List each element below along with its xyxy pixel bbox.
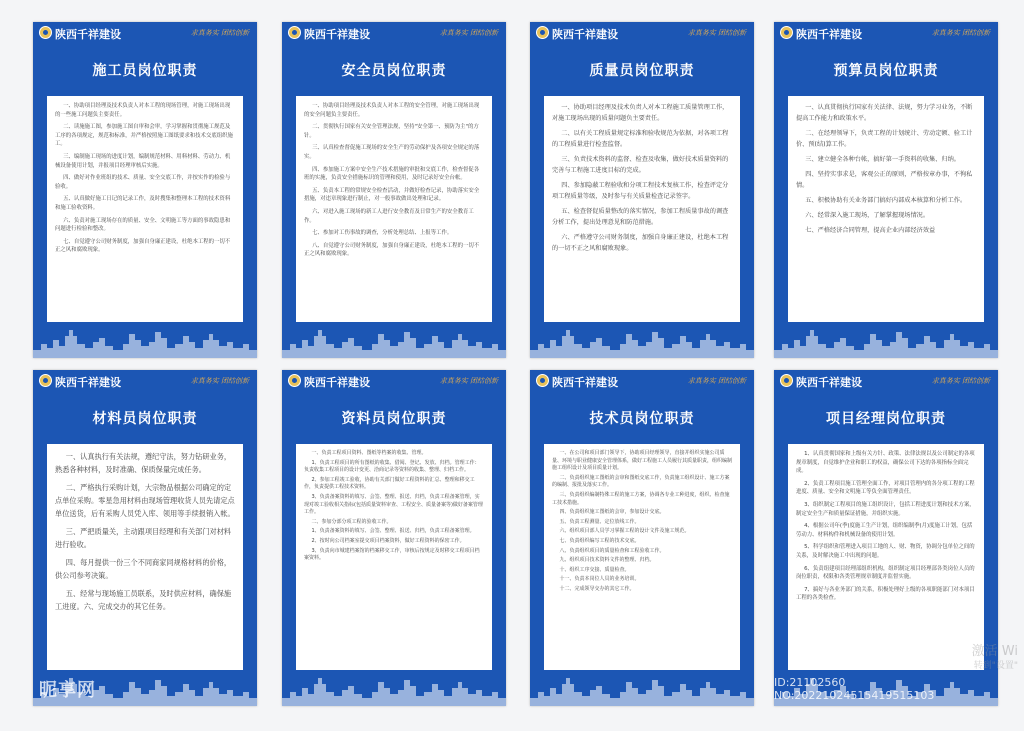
- company-slogan: 求真务实 团结创新: [931, 377, 990, 385]
- company-slogan: 求真务实 团结创新: [687, 377, 746, 385]
- board-title: 技术员岗位职责: [589, 411, 695, 427]
- duty-item: 三、负责组织编制特殊工程的施工方案，协调各专业工种进度，组织、检查施工技术措施。: [552, 491, 730, 506]
- board-header: [282, 22, 506, 44]
- duty-item: 6、负责组建项目经理部组织机构，组织制定项目经理部各类岗位人员的岗位职责，权限和各类管理规章制度并监督实施。: [796, 565, 975, 581]
- duty-item: 2、按时向公司档案室提交项目档案资料，做好工程资料的保密工作。: [311, 537, 465, 544]
- board-header: [33, 370, 257, 392]
- board-documents-officer: [282, 370, 506, 706]
- board-title: 项目经理岗位职责: [826, 411, 946, 427]
- duty-item: 六、对进入施工现场的新工人进行安全教育及日常生产的安全教育工作。: [304, 208, 474, 224]
- duty-item: 五、检查督促质量整改的落实情况，参加工程质量事故的调查分析工作，提出处理意见和防范措施。: [552, 208, 729, 226]
- duty-item: 六、严格遵守公司财务制度，加强自身廉正建设，杜绝本工程的一切不正之风和腐败现象。: [552, 234, 729, 252]
- duties-panel: [296, 444, 492, 670]
- duty-item: 三、建立健全各种台帐，搞好第一手资料的收集、归纳。: [805, 156, 960, 163]
- duty-item: 一、认真贯彻执行国家有关法律、法规，努力学习业务，不断提高工作能力和政策水平。: [796, 104, 973, 122]
- duty-item: 1、负责备案资料的填写、会签、整理、报送、归档，负责工程备案管理。: [311, 528, 475, 535]
- duty-item: 四、坚持实事求是，客观公正的原则，严格按章办事，不徇私情。: [796, 171, 973, 189]
- board-construction-worker: [33, 22, 257, 358]
- duty-item: 7、搞好与各业务部门的关系，积极处理好上级的各项职能部门对本项目工程的各类检查。: [796, 586, 975, 602]
- duty-item: 五、经常与现场施工员联系，及时供应材料，确保施工进度。六、完成交办的其它任务。: [55, 589, 232, 611]
- duty-item: 二、以有关工程质量规定标准和验收规范为依据，对各项工程的工程质量进行检查监督。: [552, 130, 729, 148]
- board-project-manager: [774, 370, 998, 706]
- duty-item: 5、科学组织和管理进入项目工地的人、财、物资，协调分包单位之间的关系，及时解决施工中出现的问题。: [796, 544, 975, 559]
- duty-item: 二、贯彻执行国家有关安全管理法规，坚持"安全第一、预防为主"的方针。: [304, 124, 479, 139]
- duty-item: 二、读施施工图，参加施工图自审和会审，学习掌握和贯彻施工规范及工序的各项规定，规范和标准，并严格按照施工图纸要求和技术交底组织施工。: [55, 124, 233, 148]
- duty-item: 三、负责技术资料的监督、检查及收集，做好技术质量资料的完善与工程施工进度目标的完成。: [552, 156, 729, 174]
- duty-item: 三、认真检查督促施工现场的安全生产的劳动保护及各项安全规定的落实。: [304, 145, 480, 160]
- board-header: [530, 370, 754, 392]
- city-skyline-icon: [282, 322, 506, 358]
- company-slogan: 求真务实 团结创新: [931, 29, 990, 37]
- company-name: 陕西千祥建设: [55, 28, 121, 41]
- city-skyline-icon: [774, 322, 998, 358]
- watermark-image-id: ID:21102560 NO:20221024515419515103: [774, 676, 935, 702]
- company-logo-icon: [780, 26, 793, 39]
- company-name: 陕西千祥建设: [796, 28, 862, 41]
- company-logo-icon: [39, 26, 52, 39]
- company-slogan: 求真务实 团结创新: [687, 29, 746, 37]
- duty-item: 九、组织项目技术资料文件的整理、归档。: [559, 557, 655, 564]
- duties-panel: [47, 444, 243, 670]
- board-title: 质量员岗位职责: [589, 63, 695, 79]
- company-slogan: 求真务实 团结创新: [190, 377, 249, 385]
- board-materials-officer: [33, 370, 257, 706]
- duties-panel: [544, 96, 740, 322]
- duty-item: 一、协助项目经理及技术负责人对本工程的安全管理，对施工现场出现的安全问题负主要责任。: [304, 103, 480, 118]
- os-activation-settings-hint: 转到"设置": [973, 661, 1018, 671]
- duty-item: 七、参加对工伤事故的调查，分析处理总结、上报等工作。: [312, 230, 453, 237]
- company-logo-icon: [536, 374, 549, 387]
- company-logo-icon: [780, 374, 793, 387]
- board-title: 安全员岗位职责: [341, 63, 447, 79]
- board-title: 施工员岗位职责: [92, 63, 198, 79]
- duty-item: 三、严把质量关，主动跟项目经理和有关部门对材料进行验收。: [55, 527, 232, 549]
- duty-item: 八、自觉遵守公司财务制度，加强自身廉正建设，杜绝本工程的一切不正之风和腐败现象。: [304, 242, 480, 258]
- watermark-site-logo: 昵享网: [39, 680, 96, 701]
- company-name: 陕西千祥建设: [304, 28, 370, 41]
- duties-panel: [788, 96, 984, 322]
- board-header: [774, 370, 998, 392]
- duty-item: 1、负责工程项目的所有图纸的收集、借阅、登记、发放、归档。管理工作：负责收集工程项目的设计变更、洽商记录等资料的收集、整理、归档工作。: [304, 459, 480, 474]
- duty-item: 七、自觉遵守公司财务制度，加强自身廉正建设，杜绝本工程的一切不正之风和腐败现象。: [55, 238, 231, 254]
- board-quality-inspector: [530, 22, 754, 358]
- duty-item: 四、每月提供一份三个不同商家同规格材料的价格，供公司参考决策。: [55, 558, 232, 580]
- duty-item: 四、参加施工方案中安全生产技术措施的审批和交底工作，检查督促各班的实施，负责安全措施标识的管理和使用，及时记录好安全台帐。: [304, 166, 480, 182]
- duty-item: 五、积极协助有关业务部门搞好内部成本核算和分析工作。: [805, 197, 967, 204]
- company-name: 陕西千祥建设: [55, 376, 121, 389]
- company-name: 陕西千祥建设: [304, 376, 370, 389]
- duty-item: 四、负责组织施工图纸的会审，参加设计交底。: [559, 509, 665, 516]
- duty-item: 4、根据公司年(季)度施工生产计划，组织编制季(月)度施工计划，包括劳动力、材料构件和机械设备的使用计划。: [796, 523, 973, 538]
- duty-item: 一、在公司和项目部门领导下，协助项目经理领导，直接并组织实施公司质量、环境与职业健康安全管理体系，做好工程施工人员履行其质量职责，组织编制施工组织设计及项目质量计划。: [552, 450, 733, 472]
- board-budget-officer: [774, 22, 998, 358]
- city-skyline-icon: [530, 670, 754, 706]
- company-logo-icon: [39, 374, 52, 387]
- board-title: 材料员岗位职责: [92, 411, 198, 427]
- duty-item: 七、严格经济合同管理，提高企业内部经济效益: [805, 227, 936, 234]
- company-logo-icon: [288, 374, 301, 387]
- duties-panel: [296, 96, 492, 322]
- board-safety-officer: [282, 22, 506, 358]
- duty-item: 三、编制施工现场的进度计划，编制规范材料、用料材料、劳动力、机械设备使用计划，并报项目经理审核后实施。: [55, 153, 231, 169]
- duty-item: 十二、完成领导交办的其它工作。: [559, 585, 635, 592]
- duty-item: 3、组织制定工程项目的施工组织设计，包括工程进度计划和技术方案，制定安全生产和质量保证措施，并组织实施。: [796, 501, 975, 517]
- duty-item: 五、负责工程测量、定位放线工作。: [559, 518, 640, 525]
- duty-item: 十、组织工序交接、质量检查。: [559, 566, 630, 573]
- company-name: 陕西千祥建设: [796, 376, 862, 389]
- city-skyline-icon: [282, 670, 506, 706]
- duty-item: 七、负责组织编写工程的技术交底。: [559, 537, 640, 544]
- duty-item: 一、负责工程项目资料、图纸等档案的收集、管理。: [311, 450, 427, 456]
- board-header: [33, 22, 257, 44]
- duty-item: 2、参加工程竣工验收，协助有关部门做好工程资料的汇总、整理和移交工作，负责提供工程技术资料。: [304, 476, 475, 491]
- duty-item: 二、严格执行采购计划，大宗物品根据公司确定的定点单位采购。零星急用材料由现场管理收货人员先请定点单位送货，后有采购人员凭入库、领用等手续报销入帐。: [55, 483, 235, 518]
- city-skyline-icon: [33, 322, 257, 358]
- company-name: 陕西千祥建设: [552, 28, 618, 41]
- duty-item: 3、负责备案资料的填写、会签、整理、报送、归档，负责工程备案管理，实现对竣工验收相关指标(包括质量资料审查、工程安全、质量备案等)做好备案管理工作。: [304, 493, 483, 516]
- duty-item: 2、负责工程项目施工管理全面工作，对项目管理内的各分项工程的工程进度、质量、安全和文明施工等负全面管理责任。: [796, 480, 975, 496]
- duty-item: 二、参加分部分项工程的验收工作。: [311, 518, 392, 525]
- board-header: [774, 22, 998, 44]
- duty-item: 一、协助项目经理及技术负责人对本工程的现场管理，对施工现场出现的一些施工问题负主要责任。: [55, 103, 231, 118]
- company-logo-icon: [536, 26, 549, 39]
- duty-item: 二、负责组织施工图纸的会审和图纸交底工作，负责施工组织设计、施工方案的编制、报批及落实工作。: [552, 474, 730, 489]
- board-technician: [530, 370, 754, 706]
- company-slogan: 求真务实 团结创新: [439, 29, 498, 37]
- duty-item: 四、做好对作业班组的技术、质量、安全交底工作，并按实作的检验与验收。: [55, 175, 231, 190]
- city-skyline-icon: [530, 322, 754, 358]
- board-header: [282, 370, 506, 392]
- board-header: [530, 22, 754, 44]
- duty-item: 3、负责向市城建档案馆的档案移交工作，审核后按规定及时移交工程项目档案资料。: [304, 547, 480, 562]
- duty-item: 六、负责对施工现场存在的质量、安全、文明施工等方面的事故隐患和问题进行检验和整改。: [55, 217, 231, 233]
- company-slogan: 求真务实 团结创新: [439, 377, 498, 385]
- duty-item: 二、在经理领导下，负责工程的计划统计、劳动定额、验工计价、预(结)算工作。: [796, 130, 973, 148]
- company-slogan: 求真务实 团结创新: [190, 29, 249, 37]
- duty-item: 1、认真贯彻国家和上级有关方针、政策、法律法规以及公司制定的各项规章制度，自觉维护企业和职工的权益，确保公司下达的各项指标全面完成。: [796, 451, 975, 475]
- board-title: 预算员岗位职责: [833, 63, 939, 79]
- duty-item: 五、负责本工程的常规安全检查活动，并做好检查记录，协助落实安全措施，对违章现象进行制止，对一般事故做出处理和记录。: [304, 187, 480, 203]
- os-activation-notice: 激活 Wi: [971, 644, 1018, 659]
- duty-item: 一、协助项目经理及技术负责人对本工程施工质量管理工作，对施工现场出现的质量问题负主要责任。: [552, 104, 729, 122]
- company-name: 陕西千祥建设: [552, 376, 618, 389]
- duties-panel: [544, 444, 740, 670]
- duty-item: 六、经常深入施工现场，了解掌握现场情况。: [805, 212, 930, 219]
- duty-item: 五、认真做好施工日记的记录工作，及时搜集和整理本工程的技术资料和施工验收资料。: [55, 196, 231, 211]
- board-title: 资料员岗位职责: [341, 411, 447, 427]
- duty-item: 十一、负责本岗位人员的业务培训。: [559, 576, 640, 583]
- duties-panel: [788, 444, 984, 670]
- duty-item: 六、组织项目部人员学习掌握工程的设计文件及施工规范。: [559, 528, 690, 535]
- duty-item: 四、参加隐蔽工程验收和分项工程技术复核工作，检查评定分项工程质量等级，及时参与有关质量检查记录签字。: [552, 182, 729, 200]
- duty-item: 一、认真执行有关法规，遵纪守法，努力钻研业务，熟悉各种材料，及时准确、保质保量完成任务。: [55, 452, 232, 474]
- company-logo-icon: [288, 26, 301, 39]
- duties-panel: [47, 96, 243, 322]
- duty-item: 八、负责组织项目的质量检查和工程验收工作。: [559, 547, 665, 554]
